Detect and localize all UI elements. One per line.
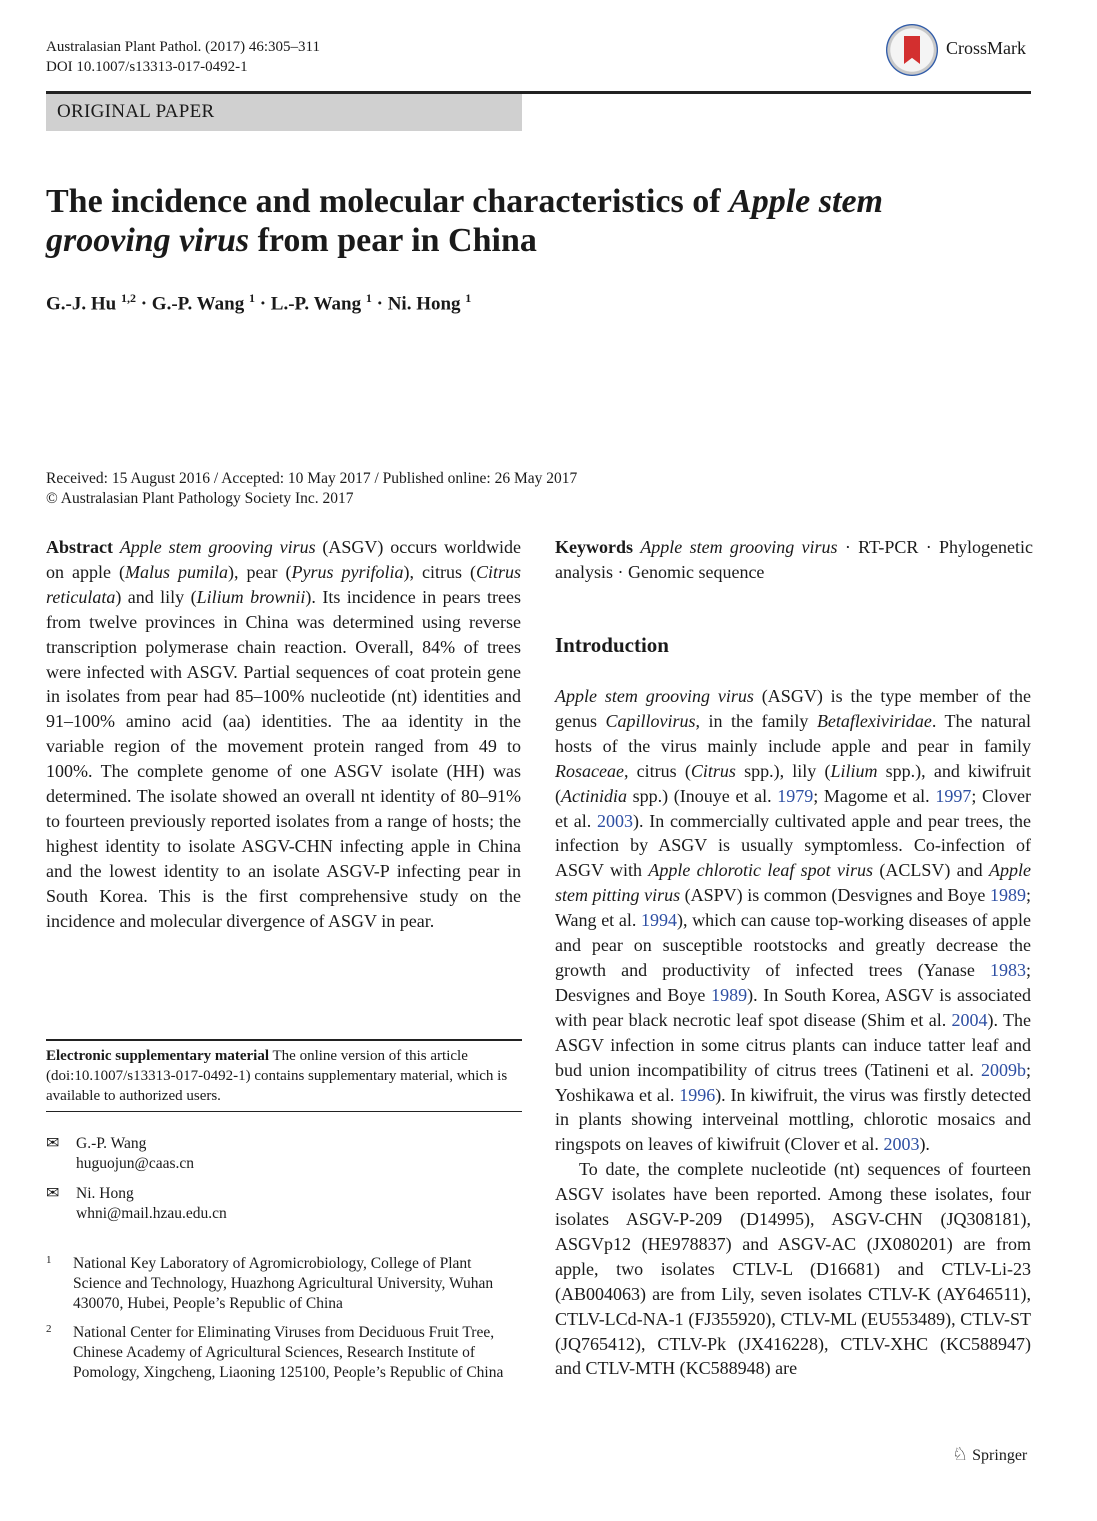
reference-link[interactable]: 1989 [989,885,1026,906]
correspondence-name: G.-P. Wang [76,1135,147,1152]
publisher-name: Springer [972,1447,1028,1464]
affiliation-number: 1 [46,1254,52,1266]
text-run: ; Yoshikawa et al. [555,1059,1031,1105]
abstract-text [46,537,521,931]
text-run: (ACLSV) and [873,860,989,881]
publisher-footer [952,1444,1027,1465]
text-run: , citrus ( [623,760,691,781]
text-run: . The natural hosts of the virus mainly include apple and pear in family [555,710,1031,756]
journal-header [46,37,320,77]
italic-term: Apple stem grooving virus [119,537,316,557]
correspondence-name: Ni. Hong [76,1185,134,1202]
abstract-label: Abstract [46,537,113,557]
crossmark-badge[interactable] [886,24,1036,78]
italic-term: Apple stem grooving virus [555,686,754,706]
text-run: (ASGV) occurs worldwide on apple ( [46,537,521,582]
envelope-icon: ✉ [46,1135,60,1152]
author-affiliation-mark: 1,2 [120,291,136,305]
text-run: ). The ASGV infection in some citrus plants can induce tatter leaf and bud union incompatibility of citrus trees (Tatineni et al. [555,1009,1031,1080]
correspondence-email[interactable]: whni@mail.hzau.edu.cn [76,1205,227,1222]
envelope-icon: ✉ [46,1185,60,1202]
keywords-label: Keywords [555,537,633,557]
text-run: To date, the complete nucleotide (nt) sequences of fourteen ASGV isolates have been reported. Among these isolates, four isolates ASGV-P-209 (D14995), ASGV-CHN (JQ308181), ASGVp12 (HE978837) and ASGV-AC (JX080201) are from apple, two isolates CTLV-L (D16681) and CTLV-Li-23 (AB004063) are from Lily, seven isolates CTLV-K (AY646511), CTLV-LCd-NA-1 (FJ355920), CTLV-ML (EU553489), CTLV-ST (JQ765412), CTLV-Pk (JX416228), CTLV-XHC (KC588947) and CTLV-MTH (KC588948) are [555,1159,1031,1379]
section-label: ORIGINAL PAPER [46,94,522,131]
crossmark-label: CrossMark [946,38,1026,58]
paragraph [555,1157,1031,1381]
affiliation-text: National Center for Eliminating Viruses from Deciduous Fruit Tree, Chinese Academy of Agricultural Sciences, Research Institute of Pomology, Xingcheng, Liaoning 125100, People’s Republic of China [73,1324,504,1381]
author-list: G.-J. Hu $^{1,2}$ · G.-P. Wang $^1$ · L.-P. Wang $^1$ · Ni. Hong $^1$ [46,291,472,315]
author-name[interactable]: L.-P. Wang [270,293,362,315]
text-run: spp.), and kiwifruit ( [555,760,1032,806]
keywords [555,535,1033,585]
text-run: ). In kiwifruit, the virus was firstly detected in plants showing interveinal mottling, chlorotic mosaics and ringspots on leaves of kiwifruit (Clover et al. [555,1084,1031,1155]
paragraph [555,684,1031,1157]
text-run: ) and lily ( [115,586,197,607]
italic-term: Malus pumila [124,561,228,582]
author-name[interactable]: G.-J. Hu [46,293,117,315]
author-name[interactable]: Ni. Hong [387,293,461,315]
introduction-heading: Introduction [555,633,669,657]
text-run: spp.) (Inouye et al. [627,785,778,806]
italic-term: Citrus reticulata [46,561,521,607]
reference-link[interactable]: 2003 [883,1134,920,1155]
esm-text: The online version of this article (doi:10.1007/s13313-017-0492-1) contains supplementary material, which is available to authorized users. [46,1048,508,1104]
italic-term: Apple stem grooving virus [640,537,838,557]
text-run: ). In commercially cultivated apple and pear trees, the infection by ASGV is usually symptomless. Co-infection of ASGV with [555,810,1032,881]
doi-line: DOI 10.1007/s13313-017-0492-1 [46,59,248,75]
author-affiliation-mark: 1 [365,291,372,305]
reference-link[interactable]: 1983 [989,959,1026,980]
esm-bottom-rule [46,1111,522,1112]
affiliation-text: National Key Laboratory of Agromicrobiology, College of Plant Science and Technology, Huazhong Agricultural University, Wuhan 430070, Hubei, People’s Republic of China [73,1255,494,1312]
publication-dates [46,469,577,509]
text-run: ). In South Korea, ASGV is associated with pear black necrotic leaf spot disease (Shim et al. [555,984,1031,1030]
article-title: The incidence and molecular characteristics of Apple stem grooving virus from pear in China [46,183,883,259]
copyright-line: © Australasian Plant Pathology Society Inc. 2017 [46,490,354,507]
reference-link[interactable]: 1997 [935,785,972,806]
abstract [46,535,521,934]
italic-term: Apple stem pitting virus [555,860,1031,906]
reference-link[interactable]: 1979 [777,785,814,806]
correspondence-email[interactable]: huguojun@caas.cn [76,1155,195,1172]
esm-label: Electronic supplementary material [46,1048,270,1064]
crossmark-icon [886,24,938,76]
text-run: (ASPV) is common (Desvignes and Boye [680,885,990,906]
italic-term: Apple chlorotic leaf spot virus [648,860,873,881]
text-run: (ASGV) is the type member of the genus [555,686,1031,731]
reference-link[interactable]: 1994 [641,910,677,931]
esm-rule [46,1039,522,1041]
text-run: · RT-PCR · Phylogenetic analysis · Genomic sequence [555,537,1033,582]
author-name[interactable]: G.-P. Wang [151,293,245,315]
italic-term: Pyrus pyrifolia [291,561,404,582]
text-run: ), citrus ( [403,561,476,582]
introduction-body [555,684,1031,1381]
text-run: ; Clover et al. [555,785,1031,831]
text-run [113,537,120,557]
text-run: ; Magome et al. [813,785,936,806]
author-affiliation-mark: 1 [465,291,472,305]
history-dates: Received: 15 August 2016 / Accepted: 10 May 2017 / Published online: 26 May 2017 [46,470,578,487]
journal-citation: Australasian Plant Pathol. (2017) 46:305–311 [46,39,320,55]
italic-term: Capillovirus [605,710,696,731]
text-run: , in the family [695,710,817,731]
italic-term: Actinidia [561,785,627,806]
text-run: ; Desvignes and Boye [555,959,1031,1005]
supplementary-note [46,1046,522,1106]
reference-link[interactable]: 2009b [980,1059,1026,1080]
text-run: ), which can cause top-working diseases of apple and pear on susceptible rootstocks and greatly decrease the growth and productivity of infected trees (Yanase [555,910,1031,980]
text-run: ; Wang et al. [555,885,1031,931]
italic-term: Betaflexiviridae [816,710,932,731]
italic-term: Lilium brownii [196,586,306,607]
italic-term: Rosaceae [555,760,624,781]
text-run: ). Its incidence in pears trees from twelve provinces in China was determined using reverse transcription polymerase chain reaction. Overall, 84% of trees were infected with ASGV. Partial sequences of coat protein gene in isolates from pear had 85–100% nucleotide (nt) identities and 91–100% amino acid (aa) identities. The aa identity in the variable region of the movement protein ranged from 49 to 100%. The complete genome of one ASGV isolate (HH) was determined. The isolate showed an overall nt identity of 80–91% to fourteen previously reported isolates from a range of hosts; the highest identity to isolate ASGV-CHN infecting apple in China and the lowest identity to an isolate ASGV-P infecting pear in South Korea. This is the first comprehensive study on the incidence and molecular divergence of ASGV in pear. [46,586,522,931]
text-run: ). [919,1134,930,1155]
italic-term: Lilium [830,760,878,781]
italic-term: Citrus [690,760,736,781]
text-run: spp.), lily ( [735,760,831,781]
reference-link[interactable]: 2003 [597,810,634,831]
reference-link[interactable]: 1989 [711,984,748,1005]
reference-link[interactable]: 2004 [951,1009,988,1030]
text-run: ), pear ( [228,561,292,582]
springer-horse-icon: ♘ [952,1444,969,1464]
affiliation-number: 2 [46,1323,52,1335]
author-affiliation-mark: 1 [248,291,255,305]
reference-link[interactable]: 1996 [679,1084,716,1105]
